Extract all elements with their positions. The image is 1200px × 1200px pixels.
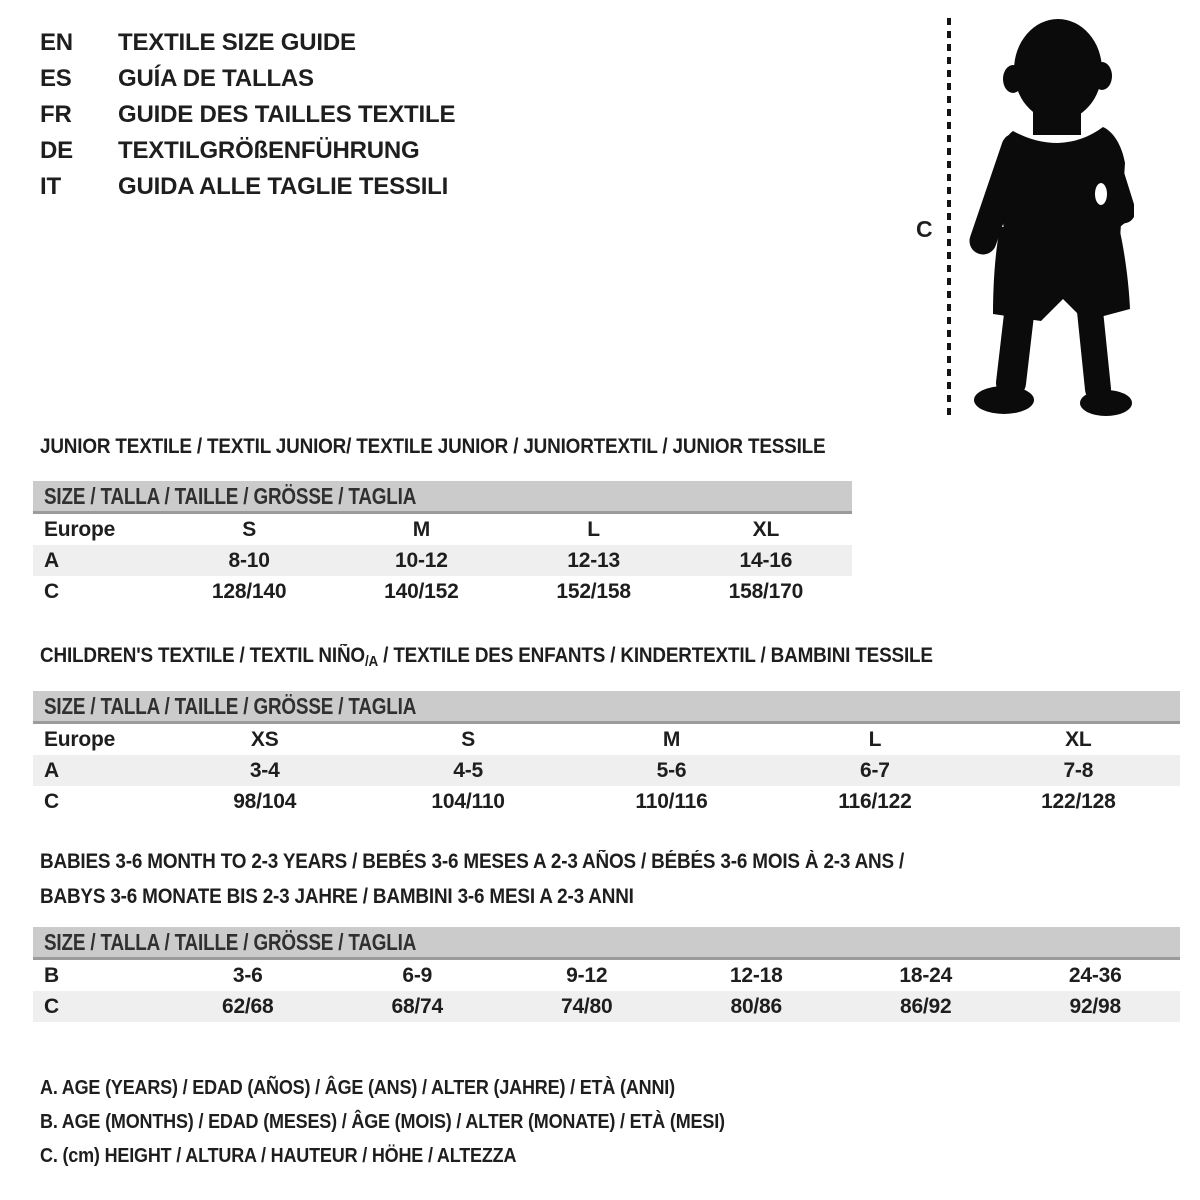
size-value-cell: 104/110 xyxy=(431,789,505,813)
size-value-cell: 5-6 xyxy=(656,758,687,782)
size-value-cell: 110/116 xyxy=(635,789,708,813)
lang-code: IT xyxy=(40,173,61,200)
section-title-junior xyxy=(40,434,913,466)
language-header xyxy=(40,30,455,210)
measure-label-c: C xyxy=(916,216,933,242)
title-text-line2: BABYS 3-6 MONATE BIS 2-3 JAHRE / BAMBINI 3-6 MESI A 2-3 ANNI xyxy=(40,885,634,908)
guide-title: GUIDE DES TAILLES TEXTILE xyxy=(118,101,456,128)
size-value-cell: 122/128 xyxy=(1041,789,1116,813)
size-value-cell: 3-4 xyxy=(249,758,280,782)
size-table-header xyxy=(33,481,852,514)
lang-code: FR xyxy=(40,101,72,128)
size-value-cell: 18-24 xyxy=(899,963,953,987)
children-size-table xyxy=(33,691,1180,817)
size-value-cell: 116/122 xyxy=(838,789,912,813)
guide-title: GUÍA DE TALLAS xyxy=(118,65,314,92)
size-value-cell: L xyxy=(868,727,882,751)
size-value-cell: 98/104 xyxy=(233,789,297,813)
size-value-cell: 8-10 xyxy=(228,548,270,572)
lang-row-en xyxy=(40,30,455,55)
lang-row-fr xyxy=(40,102,455,127)
legend-line-c: C. (cm) HEIGHT / ALTURA / HAUTEUR / HÖHE / ALTEZZA xyxy=(40,1145,517,1167)
size-value-cell: 62/68 xyxy=(221,994,274,1018)
guide-title: GUIDA ALLE TAGLIE TESSILI xyxy=(118,173,449,200)
size-value-cell: 68/74 xyxy=(391,994,444,1018)
size-value-cell: 7-8 xyxy=(1063,758,1094,782)
junior-size-table xyxy=(33,481,852,607)
size-value-cell: 6-7 xyxy=(860,758,890,782)
table-row xyxy=(33,991,1180,1022)
title-text: BABIES 3-6 MONTH TO 2-3 YEARS / BEBÉS 3-6 MESES A 2-3 AÑOS / BÉBÉS 3-6 MOIS À 2-3 ANS / xyxy=(40,850,905,873)
size-header-label: SIZE / TALLA / TAILLE / GRÖSSE / TAGLIA xyxy=(44,928,417,955)
guide-title: TEXTILE SIZE GUIDE xyxy=(118,29,356,56)
size-value-cell: 6-9 xyxy=(402,963,433,987)
size-table-header xyxy=(33,691,1180,724)
size-header-label: SIZE / TALLA / TAILLE / GRÖSSE / TAGLIA xyxy=(44,692,417,719)
size-value-cell: L xyxy=(587,517,600,541)
size-value-cell: 158/170 xyxy=(728,579,804,603)
lang-code: ES xyxy=(40,65,72,92)
size-value-cell: 4-5 xyxy=(453,758,483,782)
lang-row-de xyxy=(40,138,455,163)
size-value-cell: 3-6 xyxy=(232,963,263,987)
row-label: C xyxy=(44,994,59,1018)
title-subscript: /A xyxy=(364,653,379,670)
lang-row-it xyxy=(40,174,455,199)
toddler-silhouette-icon xyxy=(962,13,1134,418)
size-value-cell: S xyxy=(242,517,257,541)
lang-code: DE xyxy=(40,137,73,164)
lang-code: EN xyxy=(40,29,73,56)
size-value-cell: 140/152 xyxy=(384,579,459,603)
table-row xyxy=(33,960,1180,991)
size-value-cell: 9-12 xyxy=(566,963,608,987)
legend xyxy=(40,1071,801,1173)
row-label: Europe xyxy=(44,727,116,751)
row-label: C xyxy=(44,789,59,813)
size-value-cell: 86/92 xyxy=(899,994,952,1018)
title-text: JUNIOR TEXTILE / TEXTIL JUNIOR/ TEXTILE JUNIOR / JUNIORTEXTIL / JUNIOR TESSILE xyxy=(40,435,826,458)
legend-line-a: A. AGE (YEARS) / EDAD (AÑOS) / ÂGE (ANS) / ALTER (JAHRE) / ETÀ (ANNI) xyxy=(40,1077,675,1099)
table-row xyxy=(33,755,1180,786)
size-table-header xyxy=(33,927,1180,960)
size-value-cell: 128/140 xyxy=(211,579,287,603)
section-title-children xyxy=(40,643,1032,675)
row-label: A xyxy=(44,758,59,782)
size-value-cell: XL xyxy=(1065,727,1092,751)
babies-size-table xyxy=(33,927,1180,1022)
row-label: C xyxy=(44,579,59,603)
lang-row-es xyxy=(40,66,455,91)
row-label: A xyxy=(44,548,59,572)
size-value-cell: 152/158 xyxy=(556,579,631,603)
size-value-cell: 10-12 xyxy=(395,548,448,572)
size-value-cell: S xyxy=(461,727,476,751)
size-value-cell: 74/80 xyxy=(560,994,613,1018)
table-row xyxy=(33,545,852,576)
table-row xyxy=(33,576,852,607)
table-row xyxy=(33,724,1180,755)
row-label: Europe xyxy=(44,517,116,541)
legend-line-b: B. AGE (MONTHS) / EDAD (MESES) / ÂGE (MOIS) / ALTER (MONATE) / ETÀ (MESI) xyxy=(40,1111,725,1133)
guide-title: TEXTILGRÖßENFÜHRUNG xyxy=(118,137,420,164)
size-value-cell: XS xyxy=(250,727,279,751)
table-row xyxy=(33,786,1180,817)
size-value-cell: XL xyxy=(752,517,780,541)
title-text: CHILDREN'S TEXTILE / TEXTIL NIÑO xyxy=(40,644,365,667)
size-value-cell: M xyxy=(412,517,431,541)
size-value-cell: 12-13 xyxy=(567,548,620,572)
table-row xyxy=(33,514,852,545)
size-value-cell: 12-18 xyxy=(729,963,783,987)
size-value-cell: M xyxy=(662,727,681,751)
size-value-cell: 14-16 xyxy=(739,548,793,572)
row-label: B xyxy=(44,963,59,987)
size-value-cell: 92/98 xyxy=(1069,994,1122,1018)
size-value-cell: 80/86 xyxy=(730,994,783,1018)
size-header-label: SIZE / TALLA / TAILLE / GRÖSSE / TAGLIA xyxy=(44,482,417,509)
height-measure-line xyxy=(947,18,951,416)
section-title-babies xyxy=(40,849,1000,910)
title-text: / TEXTILE DES ENFANTS / KINDERTEXTIL / BAMBINI TESSILE xyxy=(378,644,933,667)
size-value-cell: 24-36 xyxy=(1068,963,1122,987)
